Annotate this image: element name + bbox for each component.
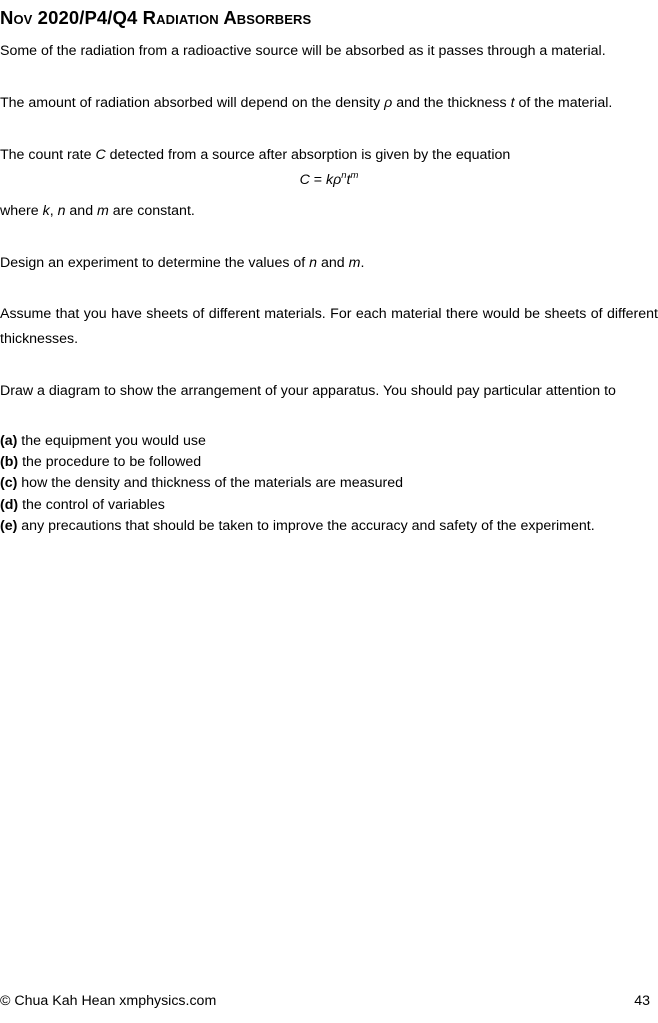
- footer-page-number: 43: [634, 993, 650, 1009]
- equation-lhs: C: [299, 172, 310, 188]
- equation-equals: =: [309, 172, 326, 188]
- symbol-k: k: [42, 203, 50, 219]
- symbol-t: t: [510, 95, 515, 111]
- text-span: ,: [49, 203, 58, 219]
- task-list: [0, 431, 595, 537]
- text-span: and the thickness: [392, 95, 511, 111]
- text-span: and: [317, 255, 349, 271]
- footer-copyright: © Chua Kah Hean xmphysics.com: [0, 993, 217, 1009]
- equation-exponent-m: m: [350, 170, 359, 181]
- list-item-text: the equipment you would use: [17, 433, 206, 449]
- list-item-text: the procedure to be followed: [18, 454, 202, 471]
- text-span: where: [0, 203, 43, 219]
- symbol-m: m: [97, 203, 109, 219]
- equation-k: k: [326, 172, 334, 188]
- text-span: detected from a source after absorption is given by the equation: [105, 147, 511, 163]
- symbol-m: m: [348, 255, 361, 271]
- paragraph-assume: Assume that you have sheets of different materials. For each material there would be sheets of different thicknesses.: [0, 306, 658, 347]
- text-span: are constant.: [108, 203, 195, 219]
- paragraph-count-rate: [0, 143, 658, 168]
- list-item-text: any precautions that should be taken to improve the accuracy and safety of the experiment.: [17, 517, 595, 534]
- list-item: [0, 473, 595, 494]
- paragraph-density: [0, 91, 658, 116]
- paragraph-design: [0, 251, 658, 276]
- symbol-n: n: [57, 203, 66, 219]
- equation-exponent-n: n: [341, 170, 347, 181]
- list-item: [0, 431, 595, 452]
- paragraph-diagram: Draw a diagram to show the arrangement of your apparatus. You should pay particular attention to: [0, 383, 616, 399]
- list-item-label: (d): [0, 496, 19, 513]
- list-item-label: (a): [0, 433, 18, 449]
- text-span: The amount of radiation absorbed will depend on the density: [0, 95, 385, 111]
- equation-t: t: [346, 172, 351, 188]
- list-item: [0, 495, 595, 516]
- list-item-label: (b): [0, 454, 19, 471]
- text-span: .: [360, 255, 365, 271]
- list-item-label: (c): [0, 475, 18, 492]
- list-item: [0, 452, 595, 473]
- list-item-label: (e): [0, 517, 18, 534]
- paragraph-intro: [0, 39, 658, 64]
- equation: [0, 170, 658, 190]
- symbol-rho: ρ: [384, 95, 393, 111]
- page-title: Nov 2020/P4/Q4 Radiation Absorbers: [0, 7, 312, 28]
- list-item-text: how the density and thickness of the materials are measured: [17, 475, 403, 492]
- list-item: [0, 516, 595, 537]
- text-span: Design an experiment to determine the values of: [0, 255, 310, 271]
- paragraph-constants: [0, 199, 658, 224]
- equation-rho: ρ: [333, 172, 342, 188]
- symbol-C: C: [95, 147, 106, 163]
- paragraph-intro-text: Some of the radiation from a radioactive source will be absorbed as it passes through a material.: [0, 43, 606, 59]
- text-span: The count rate: [0, 147, 96, 163]
- symbol-n: n: [309, 255, 318, 271]
- list-item-text: the control of variables: [18, 496, 165, 513]
- text-span: of the material.: [514, 95, 613, 111]
- text-span: and: [65, 203, 98, 219]
